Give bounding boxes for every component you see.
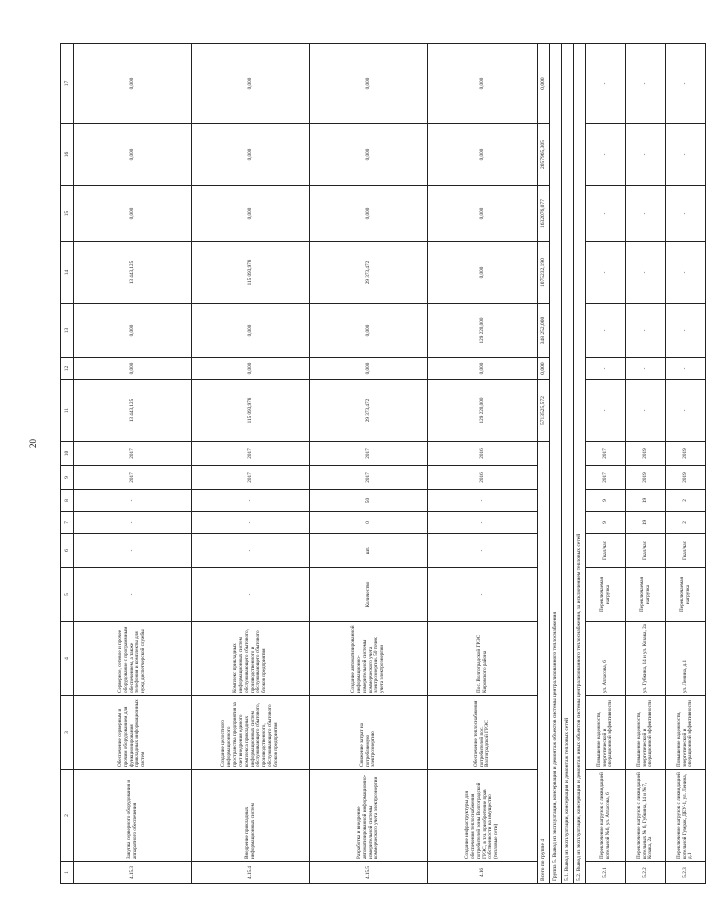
table-cell: 2019 xyxy=(666,442,706,466)
column-number-11: 11 xyxy=(61,380,74,442)
table-cell: Переключаемая нагрузка xyxy=(666,568,706,622)
group-total-row xyxy=(538,44,550,884)
group-total-cell: 2057965,305 xyxy=(538,124,550,186)
table-cell: - xyxy=(626,44,666,124)
table-cell: - xyxy=(192,512,310,534)
table-cell: Создание автоматизированной информационно-измерительной системы коммерческого учета электроэнергии. 50 точек учета электроэнергии xyxy=(310,622,428,696)
table-cell: 2019 xyxy=(666,466,706,490)
table-cell: - xyxy=(586,304,626,358)
table-cell: 115 093,978 xyxy=(192,380,310,442)
table-cell: Обеспечение теплоснабжения потребителей пос. Волгоградской ГРЭС xyxy=(428,696,538,770)
table-cell: 0,000 xyxy=(74,124,192,186)
table-cell: Количество xyxy=(310,568,428,622)
table-cell: - xyxy=(666,380,706,442)
table-cell: - xyxy=(666,358,706,380)
table-cell: Повышение надежности, энергетической и операционной эффективности xyxy=(626,696,666,770)
group-total-cell: 1075232,190 xyxy=(538,242,550,304)
table-cell: 0 xyxy=(310,512,428,534)
table-cell: 0,000 xyxy=(310,358,428,380)
table-cell: Обеспечение серверным и прочим оборудованием для функционирования прикладных информационных систем xyxy=(74,696,192,770)
table-cell: - xyxy=(626,186,666,242)
table-cell: - xyxy=(586,380,626,442)
table-cell: 129 220,000 xyxy=(428,380,538,442)
table-row xyxy=(74,44,192,884)
table-cell: - xyxy=(666,186,706,242)
table-cell: Гкал/час xyxy=(626,534,666,568)
table-cell: - xyxy=(428,534,538,568)
subgroup-5-1-title: 5.1. Вывод из эксплуатации, консервация и демонтаж тепловых сетей xyxy=(562,44,574,884)
table-cell: Переключение нагрузок с ликвидацией котельных № 6, Губкина, 14 и №7, Козака, 2а xyxy=(626,770,666,862)
group-total-cell: 348 252,000 xyxy=(538,304,550,358)
table-cell: - xyxy=(626,304,666,358)
table-cell: - xyxy=(586,124,626,186)
table-cell: Создание целостного информационного пространства предприятия за счет внедрения единого комплекса прикладных информационных систем обслуживающего сбытового, производственного, обслуживающего сбытового блоков предприятия xyxy=(192,696,310,770)
table-cell: Пос. Волгоградской ГРЭС Кировского района xyxy=(428,622,538,696)
table-cell: 13 443,125 xyxy=(74,242,192,304)
table-cell: 2017 xyxy=(310,466,428,490)
table-cell: ул. Атласова, 6 xyxy=(586,622,626,696)
page-number: 20 xyxy=(28,439,38,448)
table-cell: 19 xyxy=(626,490,666,512)
table-cell: 29 373,472 xyxy=(310,380,428,442)
column-number-6: 6 xyxy=(61,534,74,568)
table-row xyxy=(310,44,428,884)
table-cell: 4.16 xyxy=(428,862,538,884)
table-cell: - xyxy=(586,44,626,124)
table-cell: 0,000 xyxy=(74,304,192,358)
group-total-label: Всего по группе 4 xyxy=(538,442,550,884)
table-cell: Снижение затрат на потребляемую электроэнергию xyxy=(310,696,428,770)
table-cell: - xyxy=(626,358,666,380)
table-cell: Комплекс прикладных информационных систем обслуживающего сбытового, производственного и обслуживающего сбытового блоков предприятия xyxy=(192,622,310,696)
table-cell: 2019 xyxy=(626,466,666,490)
table-cell: - xyxy=(192,490,310,512)
table-cell: 0,000 xyxy=(192,358,310,380)
table-cell: 0,000 xyxy=(192,304,310,358)
table-cell: Закупка серверного оборудования и аппаратного обеспечения xyxy=(74,770,192,862)
table-cell: 2 xyxy=(666,512,706,534)
table-cell: - xyxy=(74,568,192,622)
table-cell: 0,000 xyxy=(428,44,538,124)
table-cell: 5.2.2 xyxy=(626,862,666,884)
rotated-page-content xyxy=(60,44,694,884)
table-cell: 0,000 xyxy=(428,124,538,186)
table-cell: - xyxy=(192,568,310,622)
table-cell: шт. xyxy=(310,534,428,568)
table-row xyxy=(586,44,626,884)
table-cell: 2017 xyxy=(586,466,626,490)
table-cell: 2017 xyxy=(74,442,192,466)
table-cell: 50 xyxy=(310,490,428,512)
table-cell: Переключаемая нагрузка xyxy=(626,568,666,622)
investment-program-table xyxy=(60,43,706,884)
table-row xyxy=(192,44,310,884)
table-cell: 0,000 xyxy=(310,186,428,242)
table-cell: 2 xyxy=(666,490,706,512)
column-number-row xyxy=(61,44,74,884)
table-cell: 0,000 xyxy=(310,124,428,186)
table-cell: - xyxy=(428,568,538,622)
table-cell: ул. Губкина, 14 и ул. Козака, 2а xyxy=(626,622,666,696)
table-cell: 2016 xyxy=(428,466,538,490)
table-cell: 2017 xyxy=(192,442,310,466)
group-total-cell: 1632076,077 xyxy=(538,186,550,242)
table-cell: 9 xyxy=(586,512,626,534)
column-number-5: 5 xyxy=(61,568,74,622)
table-cell: 0,000 xyxy=(192,124,310,186)
table-cell: 0,000 xyxy=(310,44,428,124)
table-cell: 0,000 xyxy=(428,242,538,304)
column-number-13: 13 xyxy=(61,304,74,358)
table-cell: - xyxy=(192,534,310,568)
column-number-16: 16 xyxy=(61,124,74,186)
table-cell: - xyxy=(428,512,538,534)
table-cell: 115 093,978 xyxy=(192,242,310,304)
subgroup-5-2-title: 5.2. Вывод из эксплуатации, консервация и демонтаж иных объектов системы централизованного теплоснабжения, за исключением тепловых сетей xyxy=(574,44,586,884)
group-total-cell: 0,000 xyxy=(538,358,550,380)
table-cell: Серверное, сетевое и прочее оборудование с программным обеспечением, а также телефония и комплекты для нужд диспетчерской службы xyxy=(74,622,192,696)
table-cell: ул. Ленина, д.1 xyxy=(666,622,706,696)
table-cell: 0,000 xyxy=(74,358,192,380)
table-cell: 2017 xyxy=(192,466,310,490)
table-cell: 4.15.3 xyxy=(74,862,192,884)
column-number-12: 12 xyxy=(61,358,74,380)
table-cell: - xyxy=(586,242,626,304)
table-cell: Создание инфраструктуры для обеспечения теплоснабжения потребителей зоны Волгоградской ГРЭС, в т.ч. приобретение прав собственности на имущество (тепловые сети) xyxy=(428,770,538,862)
column-number-8: 8 xyxy=(61,490,74,512)
table-cell: - xyxy=(626,124,666,186)
table-cell: - xyxy=(586,186,626,242)
table-cell: - xyxy=(74,512,192,534)
table-cell: Переключаемая нагрузка xyxy=(586,568,626,622)
table-cell: Переключение нагрузок с ликвидацией котельной №6, ул. Атласова, 6 xyxy=(586,770,626,862)
group-total-cell: 0,000 xyxy=(538,44,550,124)
table-cell: - xyxy=(586,358,626,380)
column-number-14: 14 xyxy=(61,242,74,304)
table-row xyxy=(626,44,666,884)
column-number-17: 17 xyxy=(61,44,74,124)
table-cell: - xyxy=(666,124,706,186)
table-cell: 2019 xyxy=(626,442,666,466)
group5-title: Группа 5. Вывод из эксплуатации, консервация и демонтаж объектов системы централизованного теплоснабжения xyxy=(550,44,562,884)
column-number-3: 3 xyxy=(61,696,74,770)
table-cell: 4.15.4 xyxy=(192,862,310,884)
table-cell: - xyxy=(626,242,666,304)
table-cell: Внедрение прикладных информационных систем xyxy=(192,770,310,862)
table-cell: Повышение надежности, энергетической и операционной эффективности xyxy=(586,696,626,770)
table-cell: 4.15.5 xyxy=(310,862,428,884)
column-number-10: 10 xyxy=(61,442,74,466)
group-total-cell: 5713525,572 xyxy=(538,380,550,442)
table-cell: 2017 xyxy=(586,442,626,466)
table-cell: 0,000 xyxy=(428,358,538,380)
table-cell: 0,000 xyxy=(428,186,538,242)
table-cell: Гкал/час xyxy=(586,534,626,568)
table-cell: 5.2.3 xyxy=(666,862,706,884)
table-cell: - xyxy=(666,304,706,358)
column-number-4: 4 xyxy=(61,622,74,696)
table-cell: 0,000 xyxy=(74,186,192,242)
table-row xyxy=(666,44,706,884)
table-cell: Переключение нагрузок с ликвидацией котельной Гумрак, ДЕУ-1, ул. Ленина, д.1 xyxy=(666,770,706,862)
table-cell: 19 xyxy=(626,512,666,534)
column-number-15: 15 xyxy=(61,186,74,242)
table-cell: 129 220,000 xyxy=(428,304,538,358)
table-cell: 5.2.1 xyxy=(586,862,626,884)
table-cell: - xyxy=(666,44,706,124)
table-cell: - xyxy=(626,380,666,442)
table-cell: - xyxy=(74,490,192,512)
table-cell: Повышение надежности, энергетической и операционной эффективности xyxy=(666,696,706,770)
table-cell: 13 443,125 xyxy=(74,380,192,442)
table-cell: Гкал/час xyxy=(666,534,706,568)
column-number-7: 7 xyxy=(61,512,74,534)
table-cell: - xyxy=(666,242,706,304)
table-cell: 9 xyxy=(586,490,626,512)
table-cell: 2016 xyxy=(428,442,538,466)
table-cell: 0,000 xyxy=(192,186,310,242)
table-cell: 0,000 xyxy=(74,44,192,124)
table-cell: - xyxy=(74,534,192,568)
table-cell: 2017 xyxy=(310,442,428,466)
table-cell: 29 373,472 xyxy=(310,242,428,304)
column-number-9: 9 xyxy=(61,466,74,490)
table-cell: 2017 xyxy=(74,466,192,490)
table-cell: 0,000 xyxy=(192,44,310,124)
column-number-1: 1 xyxy=(61,862,74,884)
table-row xyxy=(428,44,538,884)
table-cell: - xyxy=(428,490,538,512)
table-cell: 0,000 xyxy=(310,304,428,358)
column-number-2: 2 xyxy=(61,770,74,862)
table-cell: Разработка и внедрение автоматизированной информационно-измерительной системы коммерческого учета электроэнергии xyxy=(310,770,428,862)
